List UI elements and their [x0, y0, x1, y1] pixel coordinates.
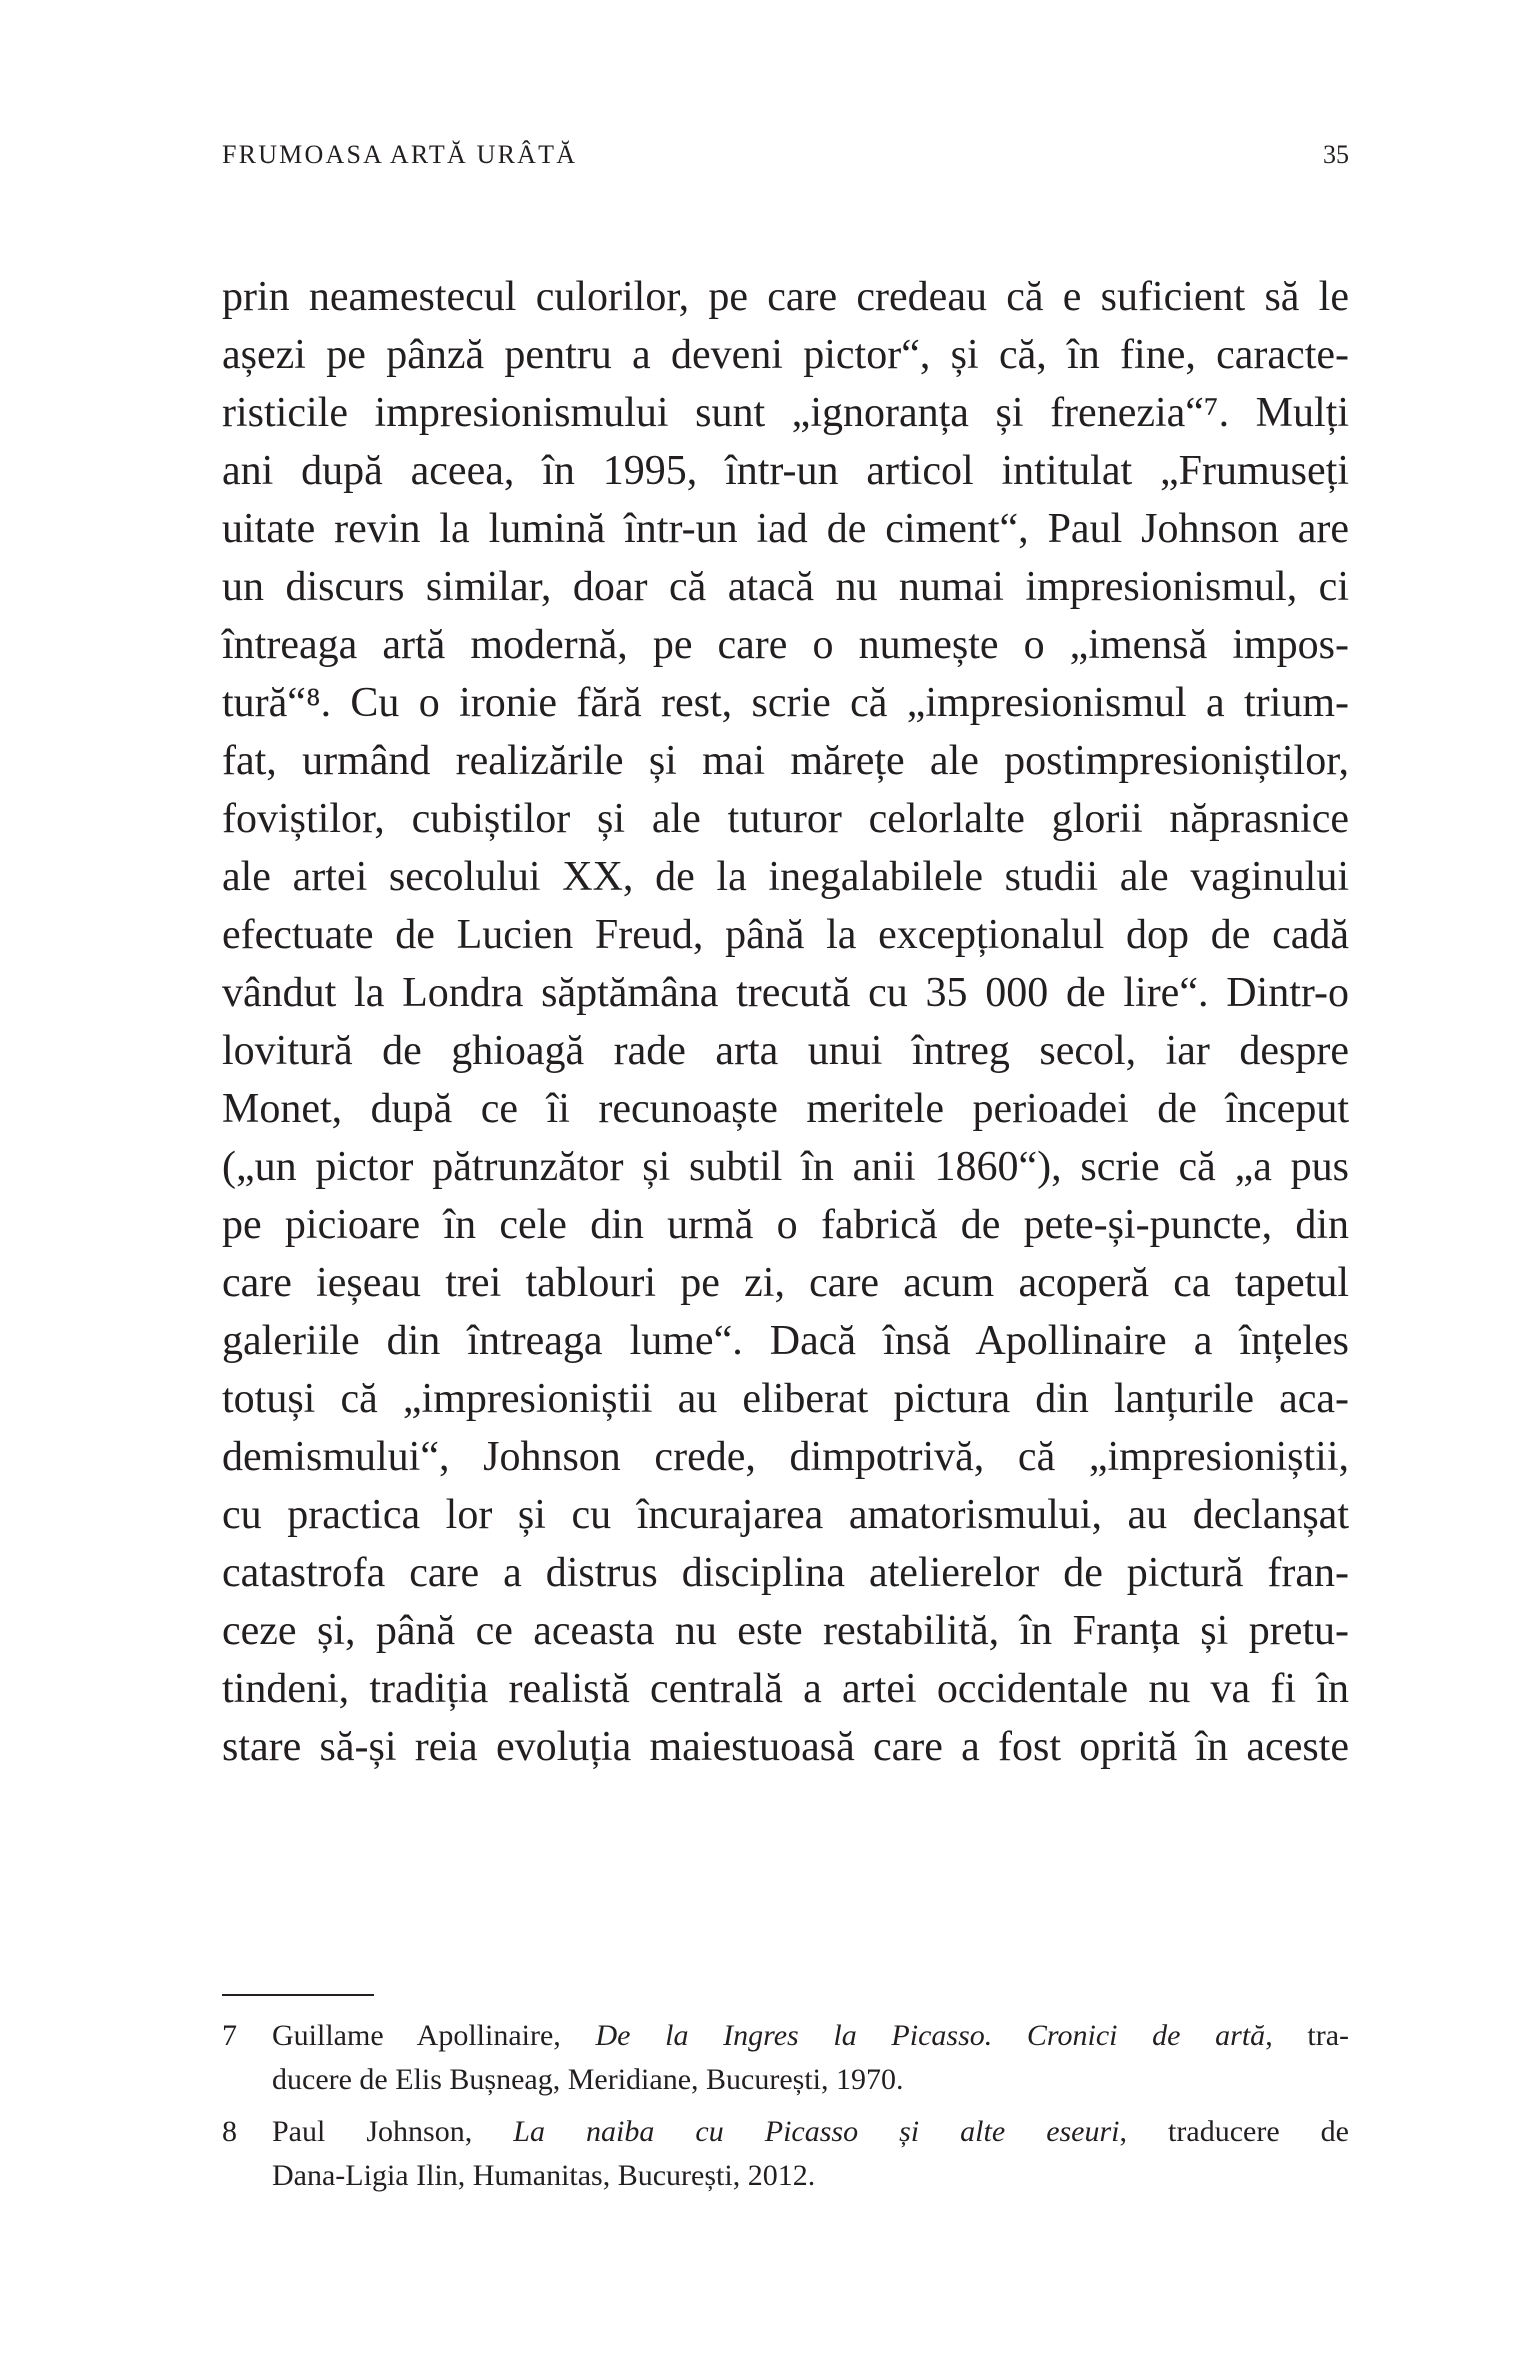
- footnote-line: [272, 2014, 1349, 2058]
- footnote-line: ducere de Elis Bușneag, Meridiane, București, 1970.: [272, 2063, 904, 2096]
- footnote-book-title: La naiba cu Picasso și alte eseuri: [513, 2115, 1120, 2148]
- text-line: prin neamestecul culorilor, pe care credeau că e suficient să le: [222, 274, 1349, 320]
- text-line: care ieșeau trei tablouri pe zi, care acum acoperă ca tapetul: [222, 1260, 1349, 1306]
- text-line: ale artei secolului XX, de la inegalabilele studii ale vaginului: [222, 854, 1349, 900]
- text-line: stare să-și reia evoluția maiestuoasă care a fost oprită în aceste: [222, 1724, 1349, 1770]
- footnote-author: Guillame Apollinaire,: [272, 2019, 596, 2052]
- text-line: risticile impresionismului sunt „ignoranța și frenezia“⁷. Mulți: [222, 390, 1349, 436]
- running-header: [222, 140, 1349, 180]
- text-line: ani după aceea, în 1995, într-un articol intitulat „Frumuseți: [222, 448, 1349, 494]
- text-line: galeriile din întreaga lume“. Dacă însă Apollinaire a înțeles: [222, 1318, 1349, 1364]
- text-line: așezi pe pânză pentru a deveni pictor“, și că, în fine, caracte-: [222, 332, 1349, 378]
- running-title: FRUMOASA ARTĂ URÂTĂ: [222, 140, 578, 169]
- footnote-divider: [222, 1994, 374, 1996]
- footnote-number: 7: [222, 2019, 237, 2052]
- text-line: catastrofa care a distrus disciplina atelierelor de pictură fran-: [222, 1550, 1349, 1596]
- text-line: ceze și, până ce aceasta nu este restabilită, în Franța și pretu-: [222, 1608, 1349, 1654]
- text-line: uitate revin la lumină într-un iad de ciment“, Paul Johnson are: [222, 506, 1349, 552]
- text-line: întreaga artă modernă, pe care o numește o „imensă impos-: [222, 622, 1349, 668]
- text-line: tindeni, tradiția realistă centrală a artei occidentale nu va fi în: [222, 1666, 1349, 1712]
- text-line: totuși că „impresioniștii au eliberat pictura din lanțurile aca-: [222, 1376, 1349, 1422]
- text-line: demismului“, Johnson crede, dimpotrivă, că „impresioniștii,: [222, 1434, 1349, 1480]
- footnote-text: , tra-: [1265, 2019, 1350, 2052]
- text-line: un discurs similar, doar că atacă nu numai impresionismul, ci: [222, 564, 1349, 610]
- text-line: foviștilor, cubiștilor și ale tuturor celorlalte glorii năprasnice: [222, 796, 1349, 842]
- footnote-8: [222, 2110, 1349, 2198]
- text-line: cu practica lor și cu încurajarea amatorismului, au declanșat: [222, 1492, 1349, 1538]
- text-line: („un pictor pătrunzător și subtil în anii 1860“), scrie că „a pus: [222, 1144, 1349, 1190]
- footnote-line: [272, 2110, 1349, 2154]
- footnote-text: , traducere de: [1119, 2115, 1349, 2148]
- footnote-line: Dana-Ligia Ilin, Humanitas, București, 2012.: [272, 2159, 816, 2192]
- footnote-author: Paul Johnson,: [272, 2115, 514, 2148]
- text-line: pe picioare în cele din urmă o fabrică de pete-și-puncte, din: [222, 1202, 1349, 1248]
- body-text: [222, 268, 1349, 1776]
- text-line: lovitură de ghioagă rade arta unui întreg secol, iar despre: [222, 1028, 1349, 1074]
- text-line: Monet, după ce îi recunoaște meritele perioadei de început: [222, 1086, 1349, 1132]
- text-line: efectuate de Lucien Freud, până la excepționalul dop de cadă: [222, 912, 1349, 958]
- footnotes: [222, 2014, 1349, 2206]
- page-number: 35: [1323, 140, 1349, 169]
- text-line: tură“⁸. Cu o ironie fără rest, scrie că „impresionismul a trium-: [222, 680, 1349, 726]
- footnote-book-title: De la Ingres la Picasso. Cronici de artă: [595, 2019, 1266, 2052]
- text-line: vândut la Londra săptămâna trecută cu 35 000 de lire“. Dintr-o: [222, 970, 1349, 1016]
- footnote-7: [222, 2014, 1349, 2102]
- text-line: fat, urmând realizările și mai mărețe ale postimpresioniștilor,: [222, 738, 1349, 784]
- footnote-number: 8: [222, 2115, 237, 2148]
